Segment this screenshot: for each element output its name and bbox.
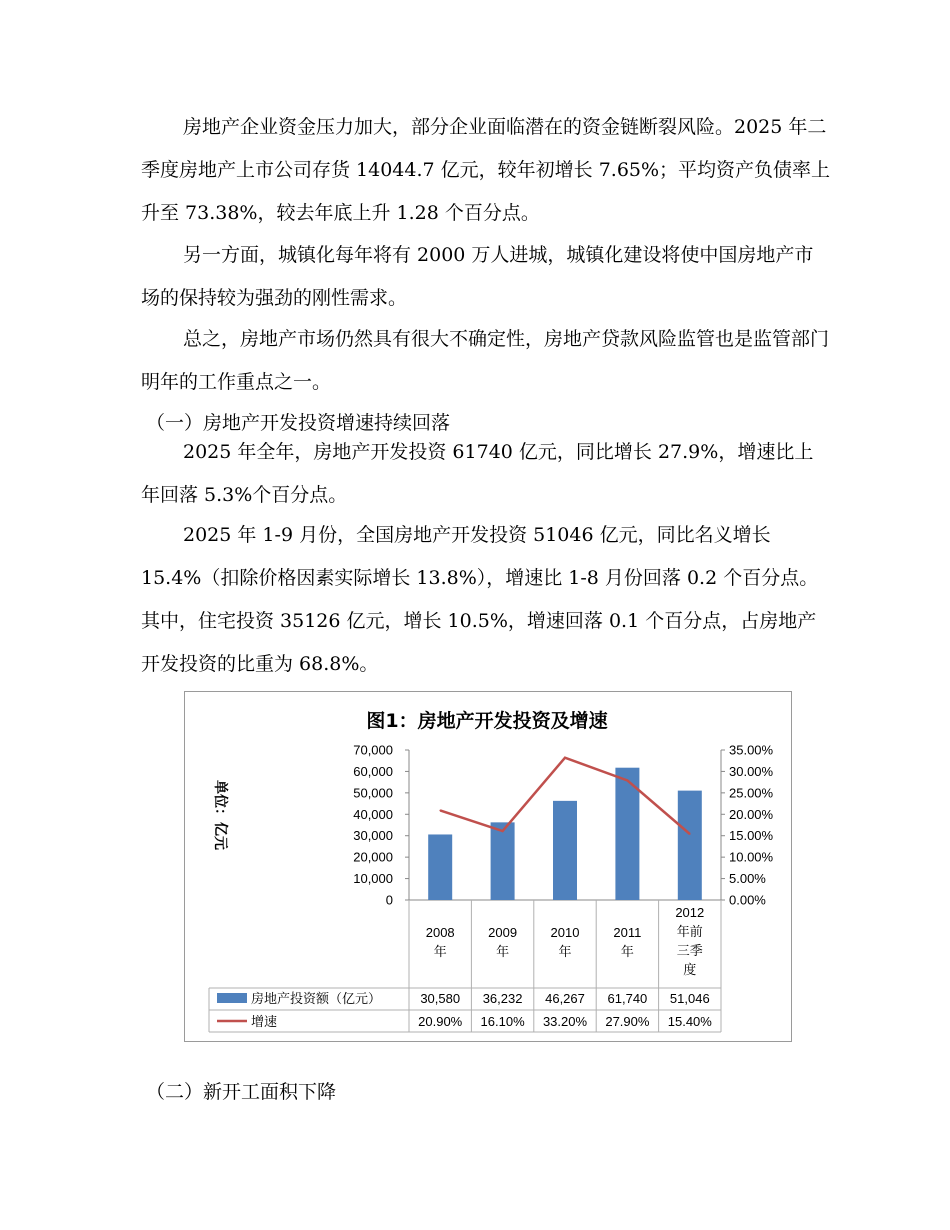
y-tick-label: 10,000 <box>353 871 393 887</box>
growth-point-1 <box>502 830 504 832</box>
paragraph-3: 总之，房地产市场仍然具有很大不确定性，房地产贷款风险监管也是监管部门明年的工作重点之一。 <box>141 328 830 393</box>
y2-tick-label: 10.00% <box>729 849 774 865</box>
legend-key-bar <box>217 993 247 1003</box>
y-axis-label: 单位：亿元 <box>212 780 228 850</box>
bar-1 <box>491 822 515 900</box>
bar-4 <box>678 791 702 900</box>
table-cell-investment: 46,267 <box>545 991 585 1006</box>
y2-tick-label: 15.00% <box>729 828 774 844</box>
y2-tick-label: 25.00% <box>729 785 774 801</box>
x-category-label: 2009 年 <box>488 925 518 959</box>
growth-point-4 <box>689 833 691 835</box>
table-cell-investment: 30,580 <box>420 991 461 1006</box>
y2-tick-label: 5.00% <box>729 871 766 887</box>
legend-label-bar: 房地产投资额（亿元） <box>251 991 382 1006</box>
table-cell-investment: 51,046 <box>669 991 710 1006</box>
growth-point-3 <box>627 780 629 782</box>
section-heading-1: （一）房地产开发投资增速持续回落 <box>146 412 451 434</box>
y2-tick-label: 0.00% <box>729 892 766 908</box>
y-tick-label: 30,000 <box>353 828 393 844</box>
x-category-label: 2012 年前三季度 <box>675 905 705 977</box>
y-tick-label: 40,000 <box>353 806 393 822</box>
section-heading-2: （二）新开工面积下降 <box>146 1081 337 1103</box>
table-cell-investment: 61,740 <box>607 991 648 1006</box>
x-category-label: 2011 年 <box>613 925 642 959</box>
chart-figure <box>184 691 792 1042</box>
paragraph-2: 另一方面，城镇化每年将有 2000 万人进城，城镇化建设将使中国房地产市场的保持较为强劲的刚性需求。 <box>141 244 814 309</box>
y2-tick-label: 20.00% <box>729 806 774 822</box>
table-cell-growth: 20.90% <box>418 1014 463 1029</box>
paragraph-5: 2025 年 1-9 月份，全国房地产开发投资 51046 亿元，同比名义增长 15.4%（扣除价格因素实际增长 13.8%），增速比 1-8 月份回落 0.2 个百分点。其中，住宅投资 35126 亿元，增长 10.5%，增速回落 0.1 个百分点，占房地产开发投资的比重为 68.8%。 <box>141 524 819 675</box>
growth-point-2 <box>564 757 566 759</box>
chart-title: 图1：房地产开发投资及增速 <box>366 710 608 732</box>
table-cell-growth: 27.90% <box>605 1014 650 1029</box>
x-category-label: 2008 年 <box>425 925 455 959</box>
growth-point-0 <box>439 810 441 812</box>
y-tick-label: 0 <box>385 892 393 908</box>
y-tick-label: 70,000 <box>353 742 393 758</box>
y-tick-label: 50,000 <box>353 785 393 801</box>
bar-2 <box>553 801 577 900</box>
bar-0 <box>428 834 452 900</box>
paragraph-4: 2025 年全年，房地产开发投资 61740 亿元，同比增长 27.9%，增速比上年回落 5.3%个百分点。 <box>141 441 814 506</box>
table-cell-growth: 16.10% <box>480 1014 525 1029</box>
paragraph-1: 房地产企业资金压力加大，部分企业面临潜在的资金链断裂风险。2025 年二季度房地产上市公司存货 14044.7 亿元，较年初增长 7.65%；平均资产负债率上升至 73.38%，较去年底上升 1.28 个百分点。 <box>141 116 831 224</box>
legend-label-line: 增速 <box>251 1014 278 1029</box>
table-cell-investment: 36,232 <box>482 991 523 1006</box>
table-cell-growth: 15.40% <box>667 1014 712 1029</box>
x-category-label: 2010 年 <box>550 925 580 959</box>
y2-tick-label: 35.00% <box>729 742 774 758</box>
chart-svg <box>185 692 791 1041</box>
y2-tick-label: 30.00% <box>729 763 774 779</box>
y-tick-label: 60,000 <box>353 763 393 779</box>
y-tick-label: 20,000 <box>353 849 393 865</box>
table-cell-growth: 33.20% <box>542 1014 588 1029</box>
